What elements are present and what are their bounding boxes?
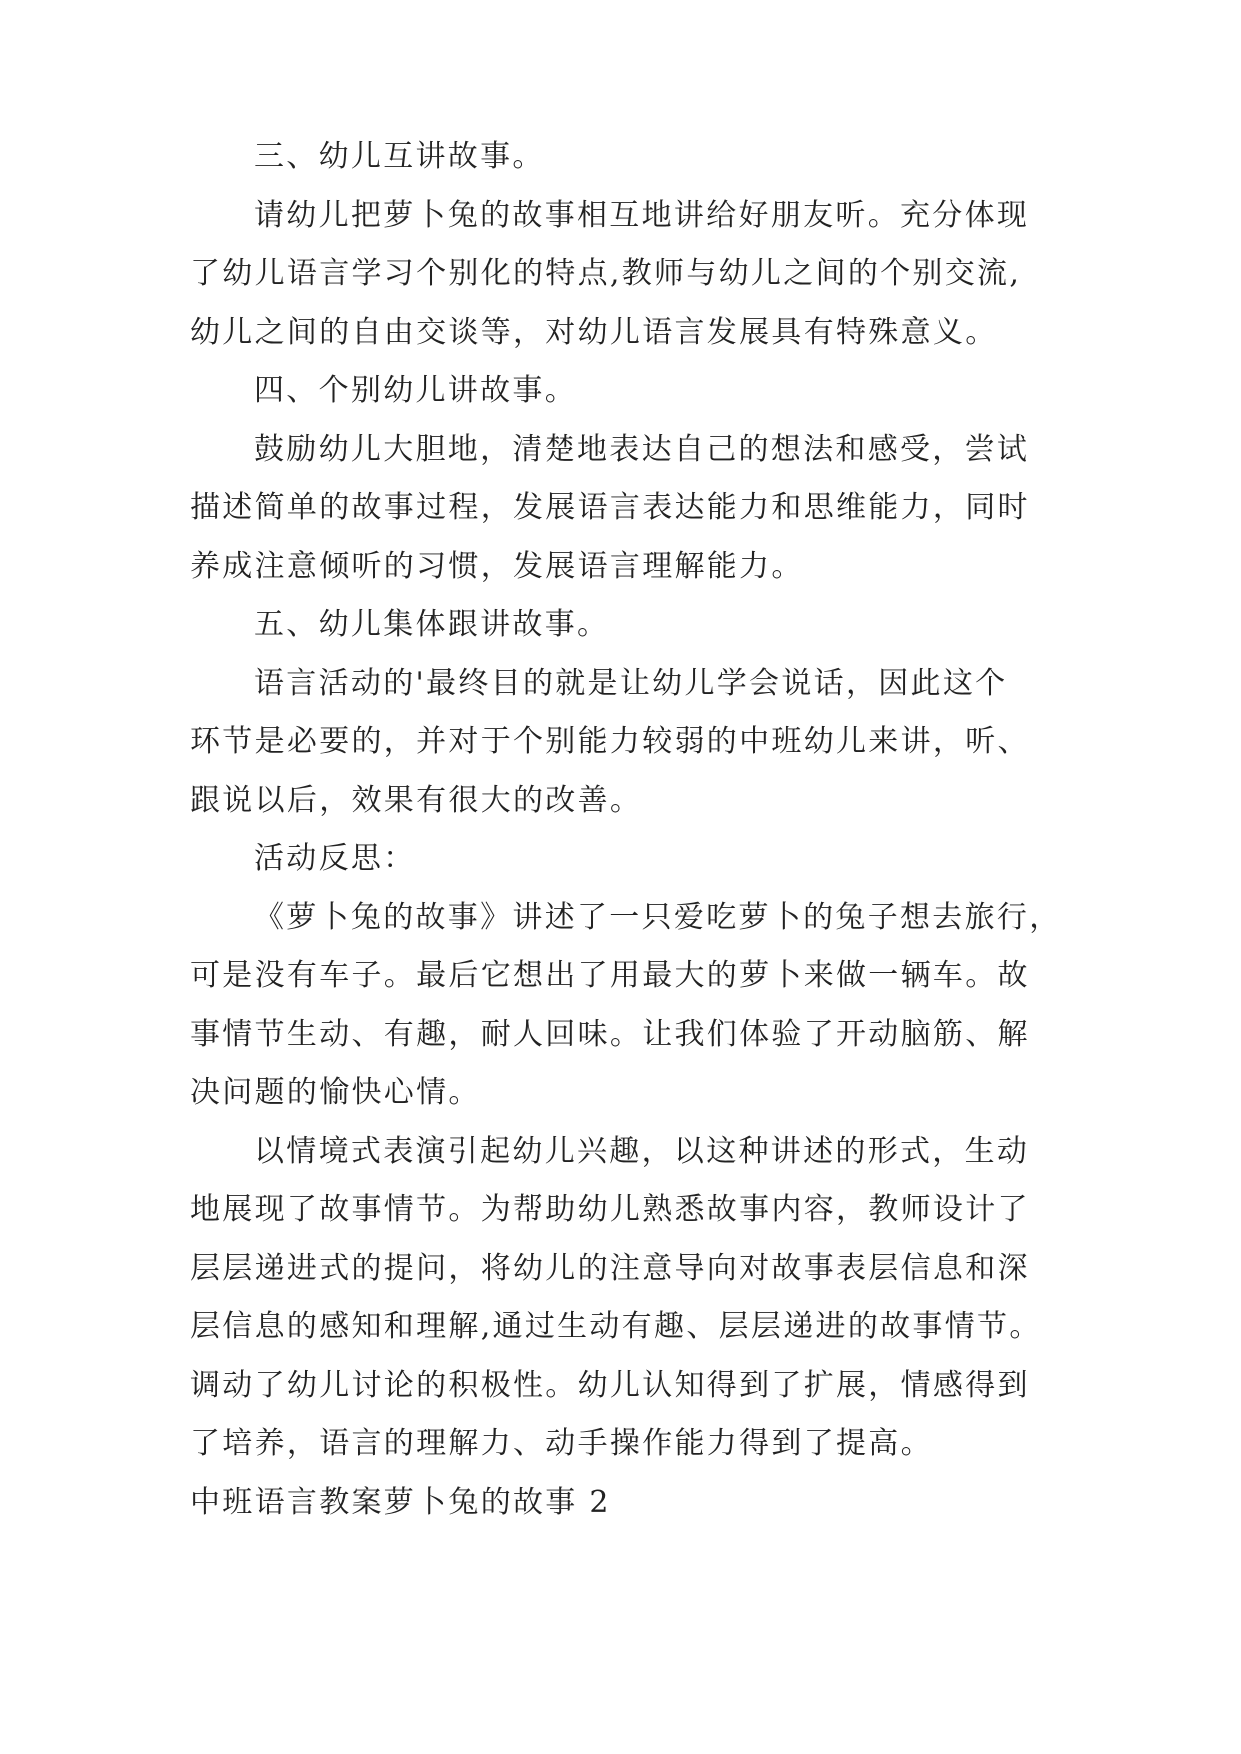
paragraph-line: 幼儿之间的自由交谈等，对幼儿语言发展具有特殊意义。 xyxy=(190,314,998,350)
paragraph-line: 养成注意倾听的习惯，发展语言理解能力。 xyxy=(190,548,804,584)
paragraph-line: 可是没有车子。最后它想出了用最大的萝卜来做一辆车。故 xyxy=(190,958,1030,993)
paragraph-line: 调动了幼儿讨论的积极性。幼儿认知得到了扩展，情感得到 xyxy=(190,1367,1030,1403)
paragraph-line: 层层递进式的提问，将幼儿的注意导向对故事表层信息和深 xyxy=(190,1250,1030,1286)
paragraph-line: 请幼儿把萝卜兔的故事相互地讲给好朋友听。充分体现 xyxy=(254,197,1030,233)
paragraph-line: 以情境式表演引起幼儿兴趣，以这种讲述的形式，生动 xyxy=(254,1133,1030,1169)
paragraph-line: 事情节生动、有趣，耐人回味。让我们体验了开动脑筋、解 xyxy=(190,1016,1030,1052)
paragraph-line: 决问题的愉快心情。 xyxy=(190,1075,481,1110)
section-heading-three: 三、幼儿互讲故事。 xyxy=(254,139,545,174)
paragraph-line: 了培养，语言的理解力、动手操作能力得到了提高。 xyxy=(190,1426,933,1461)
next-lesson-title: 中班语言教案萝卜兔的故事 2 xyxy=(190,1484,611,1520)
paragraph-line: 语言活动的'最终目的就是让幼儿学会说话，因此这个 xyxy=(254,665,1008,701)
document-body xyxy=(190,128,1090,1532)
section-heading-five: 五、幼儿集体跟讲故事。 xyxy=(254,607,610,642)
paragraph-line: 描述简单的故事过程，发展语言表达能力和思维能力，同时 xyxy=(190,490,1030,525)
paragraph-line: 《萝卜兔的故事》讲述了一只爱吃萝卜的兔子想去旅行， xyxy=(254,899,1062,935)
paragraph-line: 了幼儿语言学习个别化的特点,教师与幼儿之间的个别交流, xyxy=(190,256,1022,291)
paragraph-line: 地展现了故事情节。为帮助幼儿熟悉故事内容，教师设计了 xyxy=(190,1192,1030,1227)
paragraph-line: 环节是必要的，并对于个别能力较弱的中班幼儿来讲，听、 xyxy=(190,724,1030,759)
paragraph-line: 层信息的感知和理解,通过生动有趣、层层递进的故事情节。 xyxy=(190,1309,1042,1344)
section-heading-four: 四、个别幼儿讲故事。 xyxy=(254,373,577,408)
paragraph-line: 鼓励幼儿大胆地，清楚地表达自己的想法和感受，尝试 xyxy=(254,431,1030,467)
paragraph-line: 跟说以后，效果有很大的改善。 xyxy=(190,782,643,818)
reflection-heading: 活动反思： xyxy=(254,841,416,876)
